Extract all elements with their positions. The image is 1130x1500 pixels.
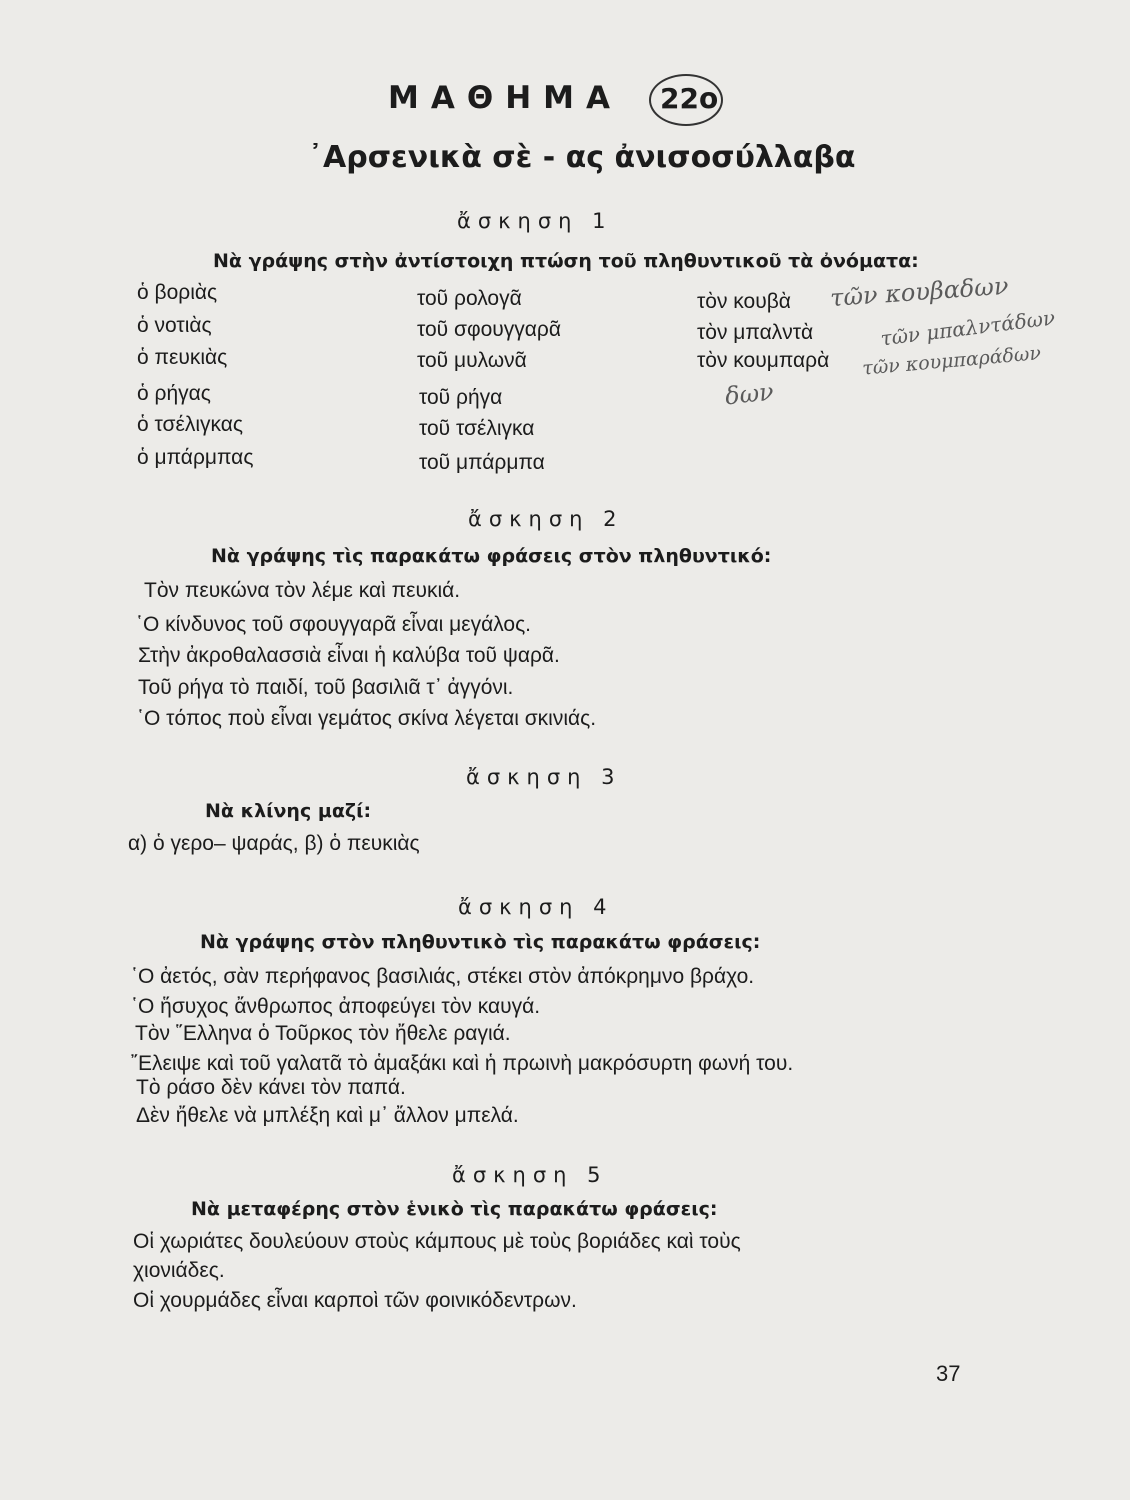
sentence-line: α) ὁ γερο– ψαράς, β) ὁ πευκιὰς	[128, 832, 420, 855]
word-item: τοῦ ρολογᾶ	[417, 287, 522, 310]
exercise-1-instruction: Νὰ γράψης στὴν ἀντίστοιχη πτώση τοῦ πληθυντικοῦ τὰ ὀνόματα:	[213, 250, 919, 272]
exercise-5-instruction: Νὰ μεταφέρης στὸν ἑνικὸ τὶς παρακάτω φράσεις:	[191, 1198, 718, 1220]
word-item: τὸν κουμπαρὰ	[697, 349, 830, 372]
word-item: τοῦ τσέλιγκα	[419, 417, 535, 440]
word-item: τοῦ ρήγα	[419, 386, 503, 409]
exercise-3-instruction: Νὰ κλίνης μαζί:	[205, 800, 372, 822]
exercise-1-heading: ἄσκηση 1	[457, 209, 613, 233]
sentence-line: Τὸ ράσο δὲν κάνει τὸν παπά.	[136, 1076, 406, 1099]
handwritten-answer: τῶν κουβαδων	[829, 271, 1010, 313]
word-item: ὁ βοριὰς	[137, 281, 218, 304]
sentence-line: χιονιάδες.	[133, 1259, 225, 1282]
exercise-2-instruction: Νὰ γράψης τὶς παρακάτω φράσεις στὸν πληθυντικό:	[211, 545, 772, 567]
exercise-2-heading: ἄσκηση 2	[468, 507, 624, 531]
word-item: ὁ τσέλιγκας	[137, 413, 244, 436]
word-item: τὸν κουβὰ	[697, 290, 791, 313]
exercise-3-heading: ἄσκηση 3	[466, 765, 622, 789]
word-item: ὁ πευκιὰς	[137, 346, 228, 369]
exercise-5-heading: ἄσκηση 5	[452, 1163, 608, 1187]
exercise-4-instruction: Νὰ γράψης στὸν πληθυντικὸ τὶς παρακάτω φράσεις:	[200, 931, 761, 953]
handwritten-answer: δων	[723, 377, 775, 411]
sentence-line: ῾Ο κίνδυνος τοῦ σφουγγαρᾶ εἶναι μεγάλος.	[136, 613, 532, 636]
word-item: ὁ νοτιὰς	[137, 314, 212, 337]
sentence-line: Τὸν πευκώνα τὸν λέμε καὶ πευκιά.	[144, 579, 461, 602]
handwritten-answer: τῶν μπαλντάδων	[879, 305, 1057, 351]
sentence-line: Οἱ χουρμάδες εἶναι καρποὶ τῶν φοινικόδεντρων.	[133, 1289, 577, 1312]
word-item: τοῦ μπάρμπα	[419, 451, 545, 474]
handwritten-answer: τῶν κουμπαράδων	[861, 342, 1042, 380]
word-item: ὁ ρήγας	[137, 382, 211, 405]
sentence-line: Οἱ χωριάτες δουλεύουν στοὺς κάμπους μὲ τοὺς βοριάδες καὶ τοὺς	[133, 1230, 741, 1253]
lesson-title: ΜΑΘΗΜΑ	[388, 80, 622, 116]
exercise-4-heading: ἄσκηση 4	[458, 895, 614, 919]
sentence-line: ῾Ο ἀετός, σὰν περήφανος βασιλιάς, στέκει στὸν ἀπόκρημνο βράχο.	[131, 965, 755, 988]
sentence-line: ῾Ο τόπος ποὺ εἶναι γεμάτος σκίνα λέγεται σκινιάς.	[137, 707, 597, 730]
lesson-subtitle: ᾿Αρσενικὰ σὲ - ας ἀνισοσύλλαβα	[308, 140, 856, 175]
word-item: ὁ μπάρμπας	[137, 446, 254, 469]
sentence-line: ῎Ελειψε καὶ τοῦ γαλατᾶ τὸ ἁμαξάκι καὶ ἡ πρωινὴ μακρόσυρτη φωνή του.	[131, 1052, 794, 1075]
page-number: 37	[936, 1361, 961, 1386]
lesson-number: 22ο	[660, 82, 719, 115]
sentence-line: Τοῦ ρήγα τὸ παιδί, τοῦ βασιλιᾶ τ᾿ ἀγγόνι.	[138, 676, 514, 699]
sentence-line: Τὸν ῞Ελληνα ὁ Τοῦρκος τὸν ἤθελε ραγιά.	[135, 1022, 511, 1045]
word-item: τοῦ σφουγγαρᾶ	[417, 318, 561, 341]
sentence-line: ῾Ο ἥσυχος ἄνθρωπος ἀποφεύγει τὸν καυγά.	[131, 995, 541, 1018]
sentence-line: Δὲν ἤθελε νὰ μπλέξη καὶ μ᾿ ἄλλον μπελά.	[136, 1104, 519, 1127]
word-item: τὸν μπαλντὰ	[697, 321, 814, 344]
sentence-line: Στὴν ἀκροθαλασσιὰ εἶναι ἡ καλύβα τοῦ ψαρᾶ.	[138, 644, 560, 667]
word-item: τοῦ μυλωνᾶ	[417, 349, 527, 372]
